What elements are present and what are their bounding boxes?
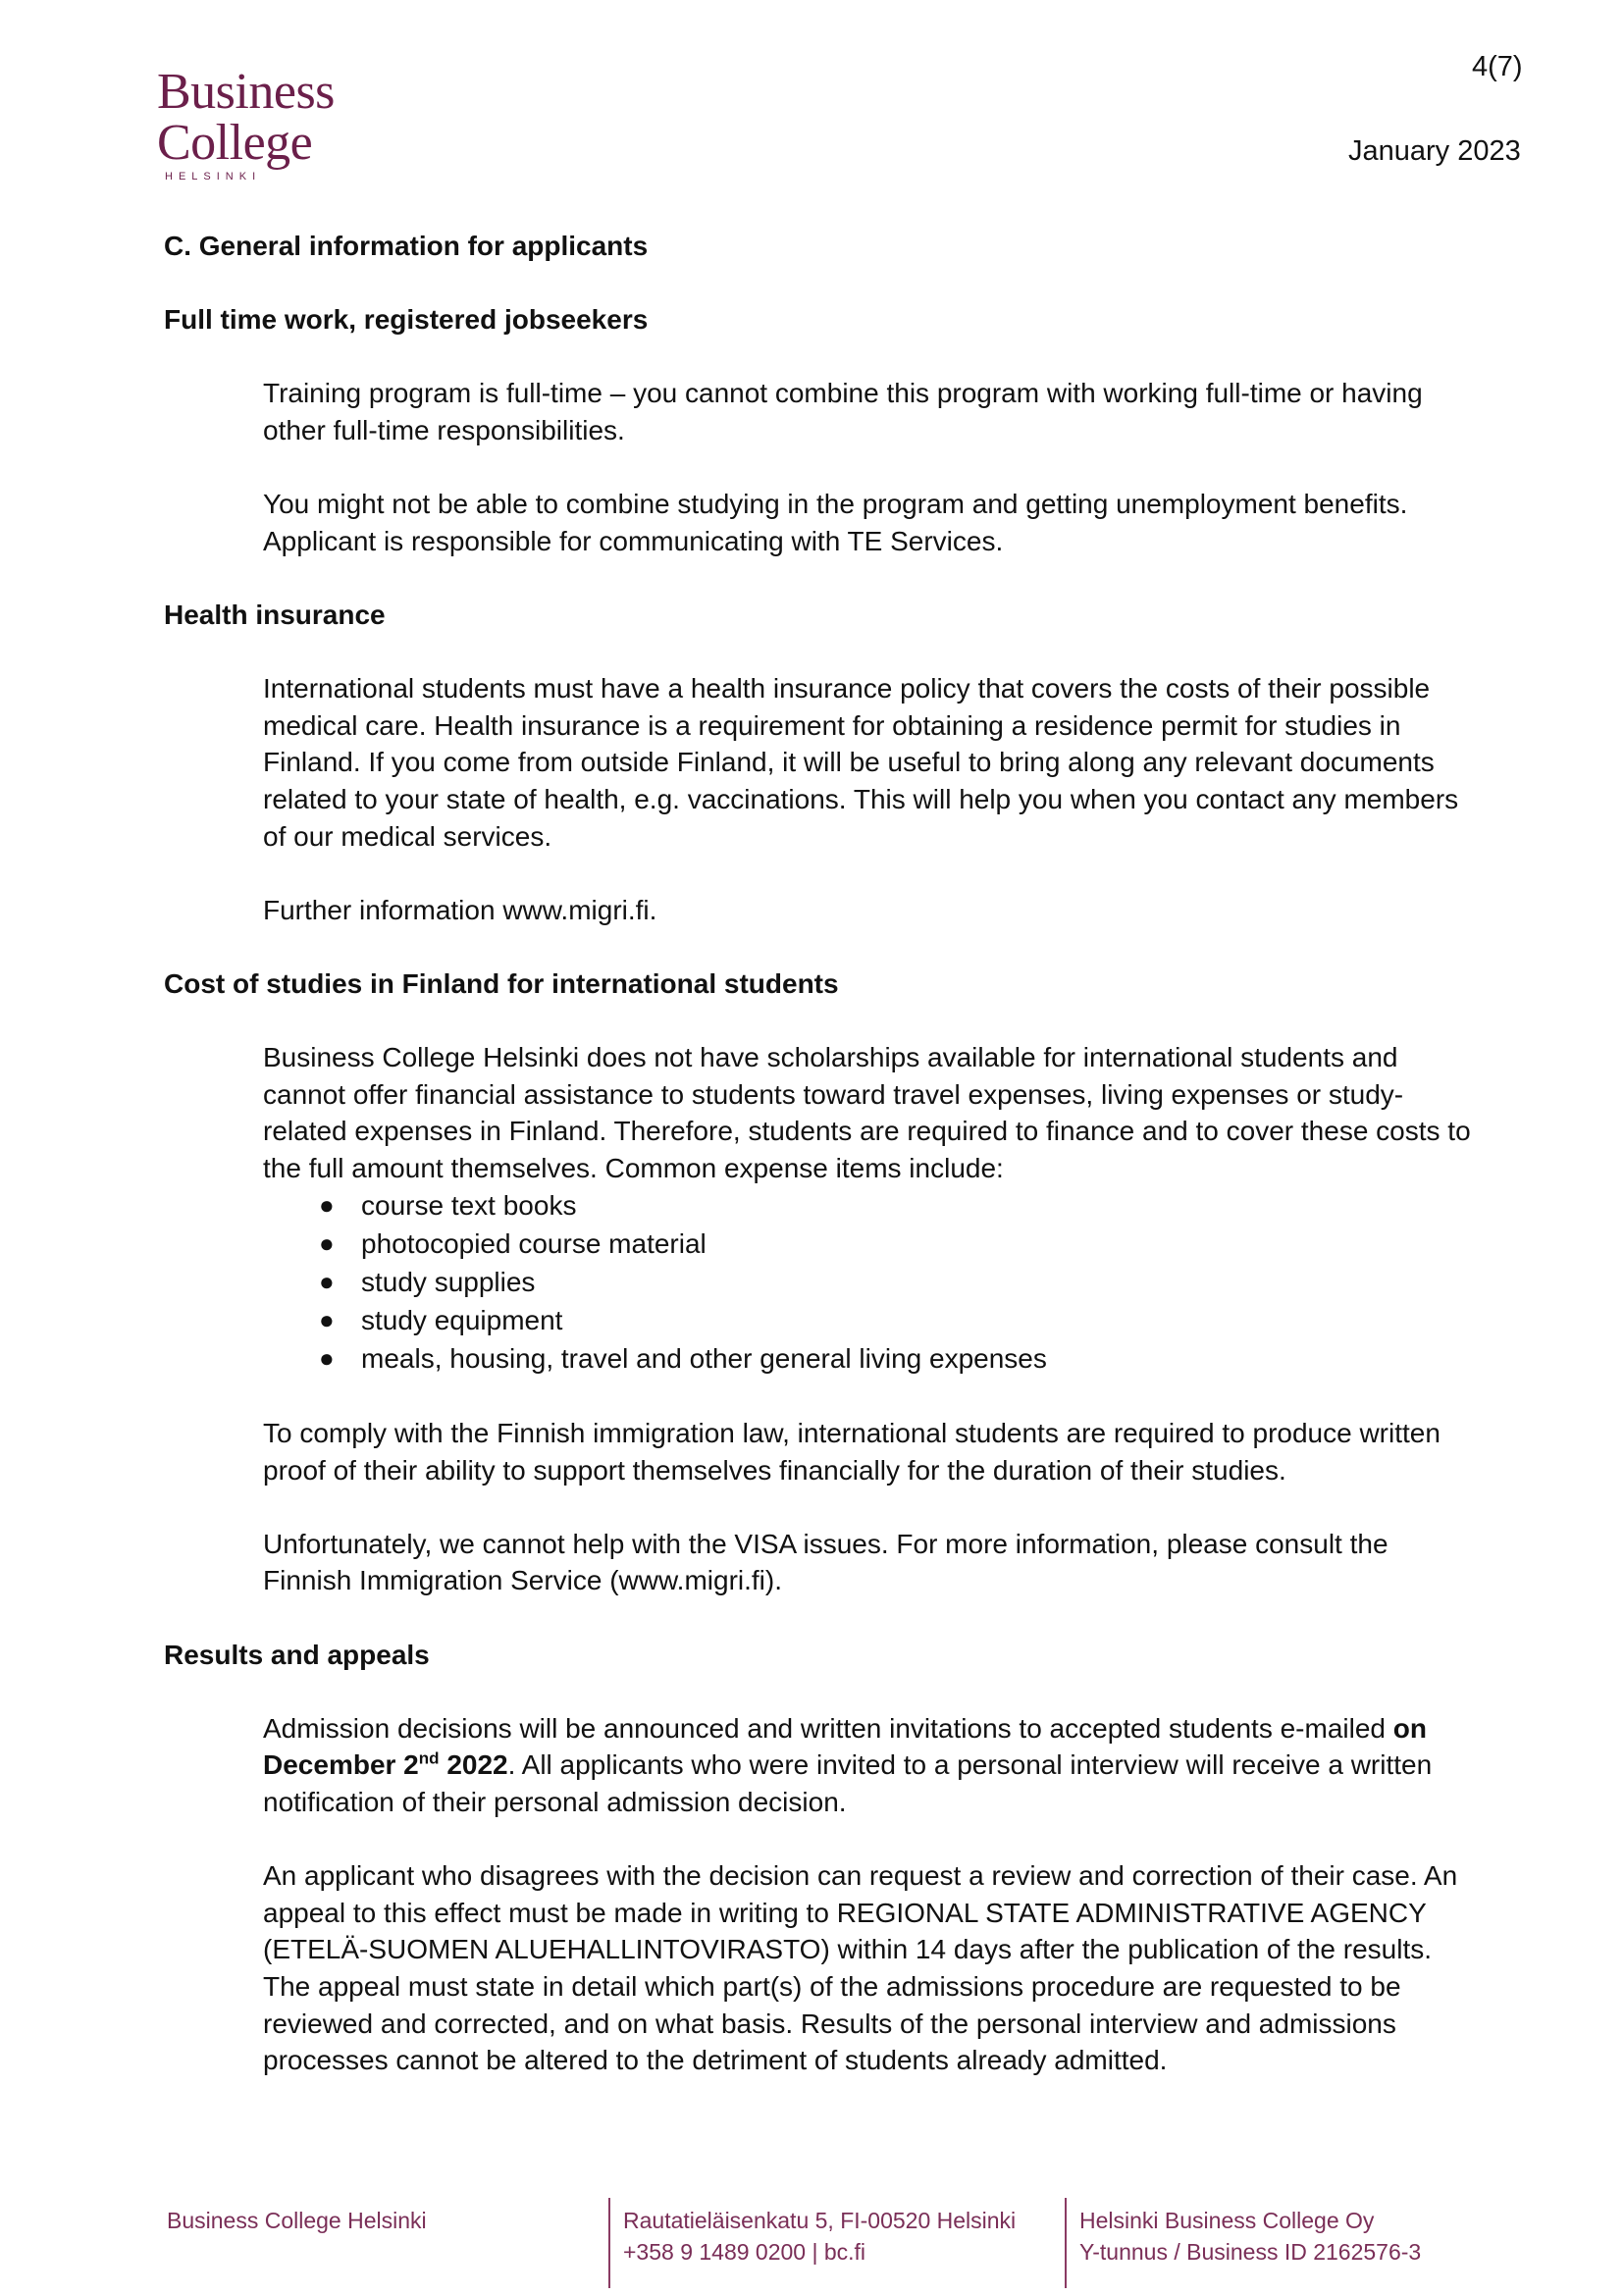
business-college-logo: [157, 64, 335, 183]
footer-company-name: Helsinki Business College Oy: [1079, 2208, 1375, 2233]
document-body: [164, 228, 1479, 2079]
paragraph-results-1: Admission decisions will be announced and written invitations to accepted students e-mailed on December 2nd 2022. All applicants who were invited to a personal interview will receive a written notification of their personal admission decision.: [263, 1712, 1433, 1817]
footer-address: Rautatieläisenkatu 5, FI-00520 Helsinki: [623, 2208, 1017, 2233]
paragraph-cost-3: Unfortunately, we cannot help with the VISA issues. For more information, please consult the Finnish Immigration Service (www.migri.fi).: [263, 1528, 1388, 1596]
list-item: ● study supplies: [263, 1263, 1479, 1301]
paragraph-results-2: An applicant who disagrees with the decision can request a review and correction of their case. An appeal to this effect must be made in writing to REGIONAL STATE ADMINISTRATIVE AGENCY (ETELÄ-SUOMEN ALUEHALLINTOVIRASTO) within 14 days after the publication of the results. The appeal must state in detail which part(s) of the admissions procedure are requested to be reviewed and corrected, and on what basis. Results of the personal interview and admissions processes cannot be altered to the detriment of students already admitted.: [263, 1860, 1458, 2076]
logo-text-line1: Business: [157, 64, 335, 120]
bullet-icon: ●: [319, 1190, 335, 1221]
heading-health-insurance: Health insurance: [164, 599, 386, 630]
bullet-icon: ●: [319, 1343, 335, 1374]
page-number: 4(7): [1472, 51, 1523, 82]
list-item: ● course text books: [263, 1186, 1479, 1225]
paragraph-fulltime-1: Training program is full-time – you cannot combine this program with working full-time or having other full-time responsibilities.: [263, 378, 1423, 445]
paragraph-health-2: Further information www.migri.fi.: [263, 894, 657, 925]
footer-divider: [1065, 2198, 1067, 2288]
paragraph-health-1: International students must have a health insurance policy that covers the costs of their possible medical care. Health insurance is a requirement for obtaining a residence permit for studies in Finland. If you come from outside Finland, it will be useful to bring along any relevant documents related to your state of health, e.g. vaccinations. This will help you when you contact any members of our medical services.: [263, 673, 1459, 852]
bullet-icon: ●: [319, 1267, 335, 1297]
heading-cost-of-studies: Cost of studies in Finland for international students: [164, 967, 839, 999]
list-item: ● study equipment: [263, 1301, 1479, 1339]
footer-org-name: Business College Helsinki: [167, 2208, 427, 2233]
document-date: January 2023: [1348, 135, 1521, 167]
heading-fulltime-work: Full time work, registered jobseekers: [164, 304, 649, 336]
expense-items-list: [164, 1186, 1479, 1378]
paragraph-cost-1: Business College Helsinki does not have scholarships available for international students and cannot offer financial assistance to students toward travel expenses, living expenses or study-related expenses in Finland. Therefore, students are required to finance and to cover these costs to the full amount themselves. Common expense items include:: [263, 1042, 1471, 1183]
footer-business-id: Y-tunnus / Business ID 2162576-3: [1079, 2239, 1422, 2265]
footer-divider: [608, 2198, 610, 2288]
logo-text-line2: College: [157, 115, 313, 171]
page-footer: [0, 2149, 1624, 2286]
bullet-icon: ●: [319, 1305, 335, 1335]
section-title: C. General information for applicants: [164, 231, 649, 261]
paragraph-cost-2: To comply with the Finnish immigration law, international students are required to produce written proof of their ability to support themselves financially for the duration of their studies.: [263, 1418, 1441, 1486]
list-item: ● meals, housing, travel and other general living expenses: [263, 1339, 1479, 1378]
bullet-icon: ●: [319, 1228, 335, 1259]
footer-contact: +358 9 1489 0200 | bc.fi: [623, 2239, 866, 2265]
footer-company-block: [1079, 2205, 1421, 2268]
logo-subtitle: HELSINKI: [165, 171, 262, 183]
list-item: ● photocopied course material: [263, 1225, 1479, 1263]
paragraph-fulltime-2: You might not be able to combine studying in the program and getting unemployment benefits. Applicant is responsible for communicating with TE Services.: [263, 489, 1408, 556]
footer-address-block: [623, 2205, 1016, 2268]
heading-results-appeals: Results and appeals: [164, 1639, 430, 1670]
